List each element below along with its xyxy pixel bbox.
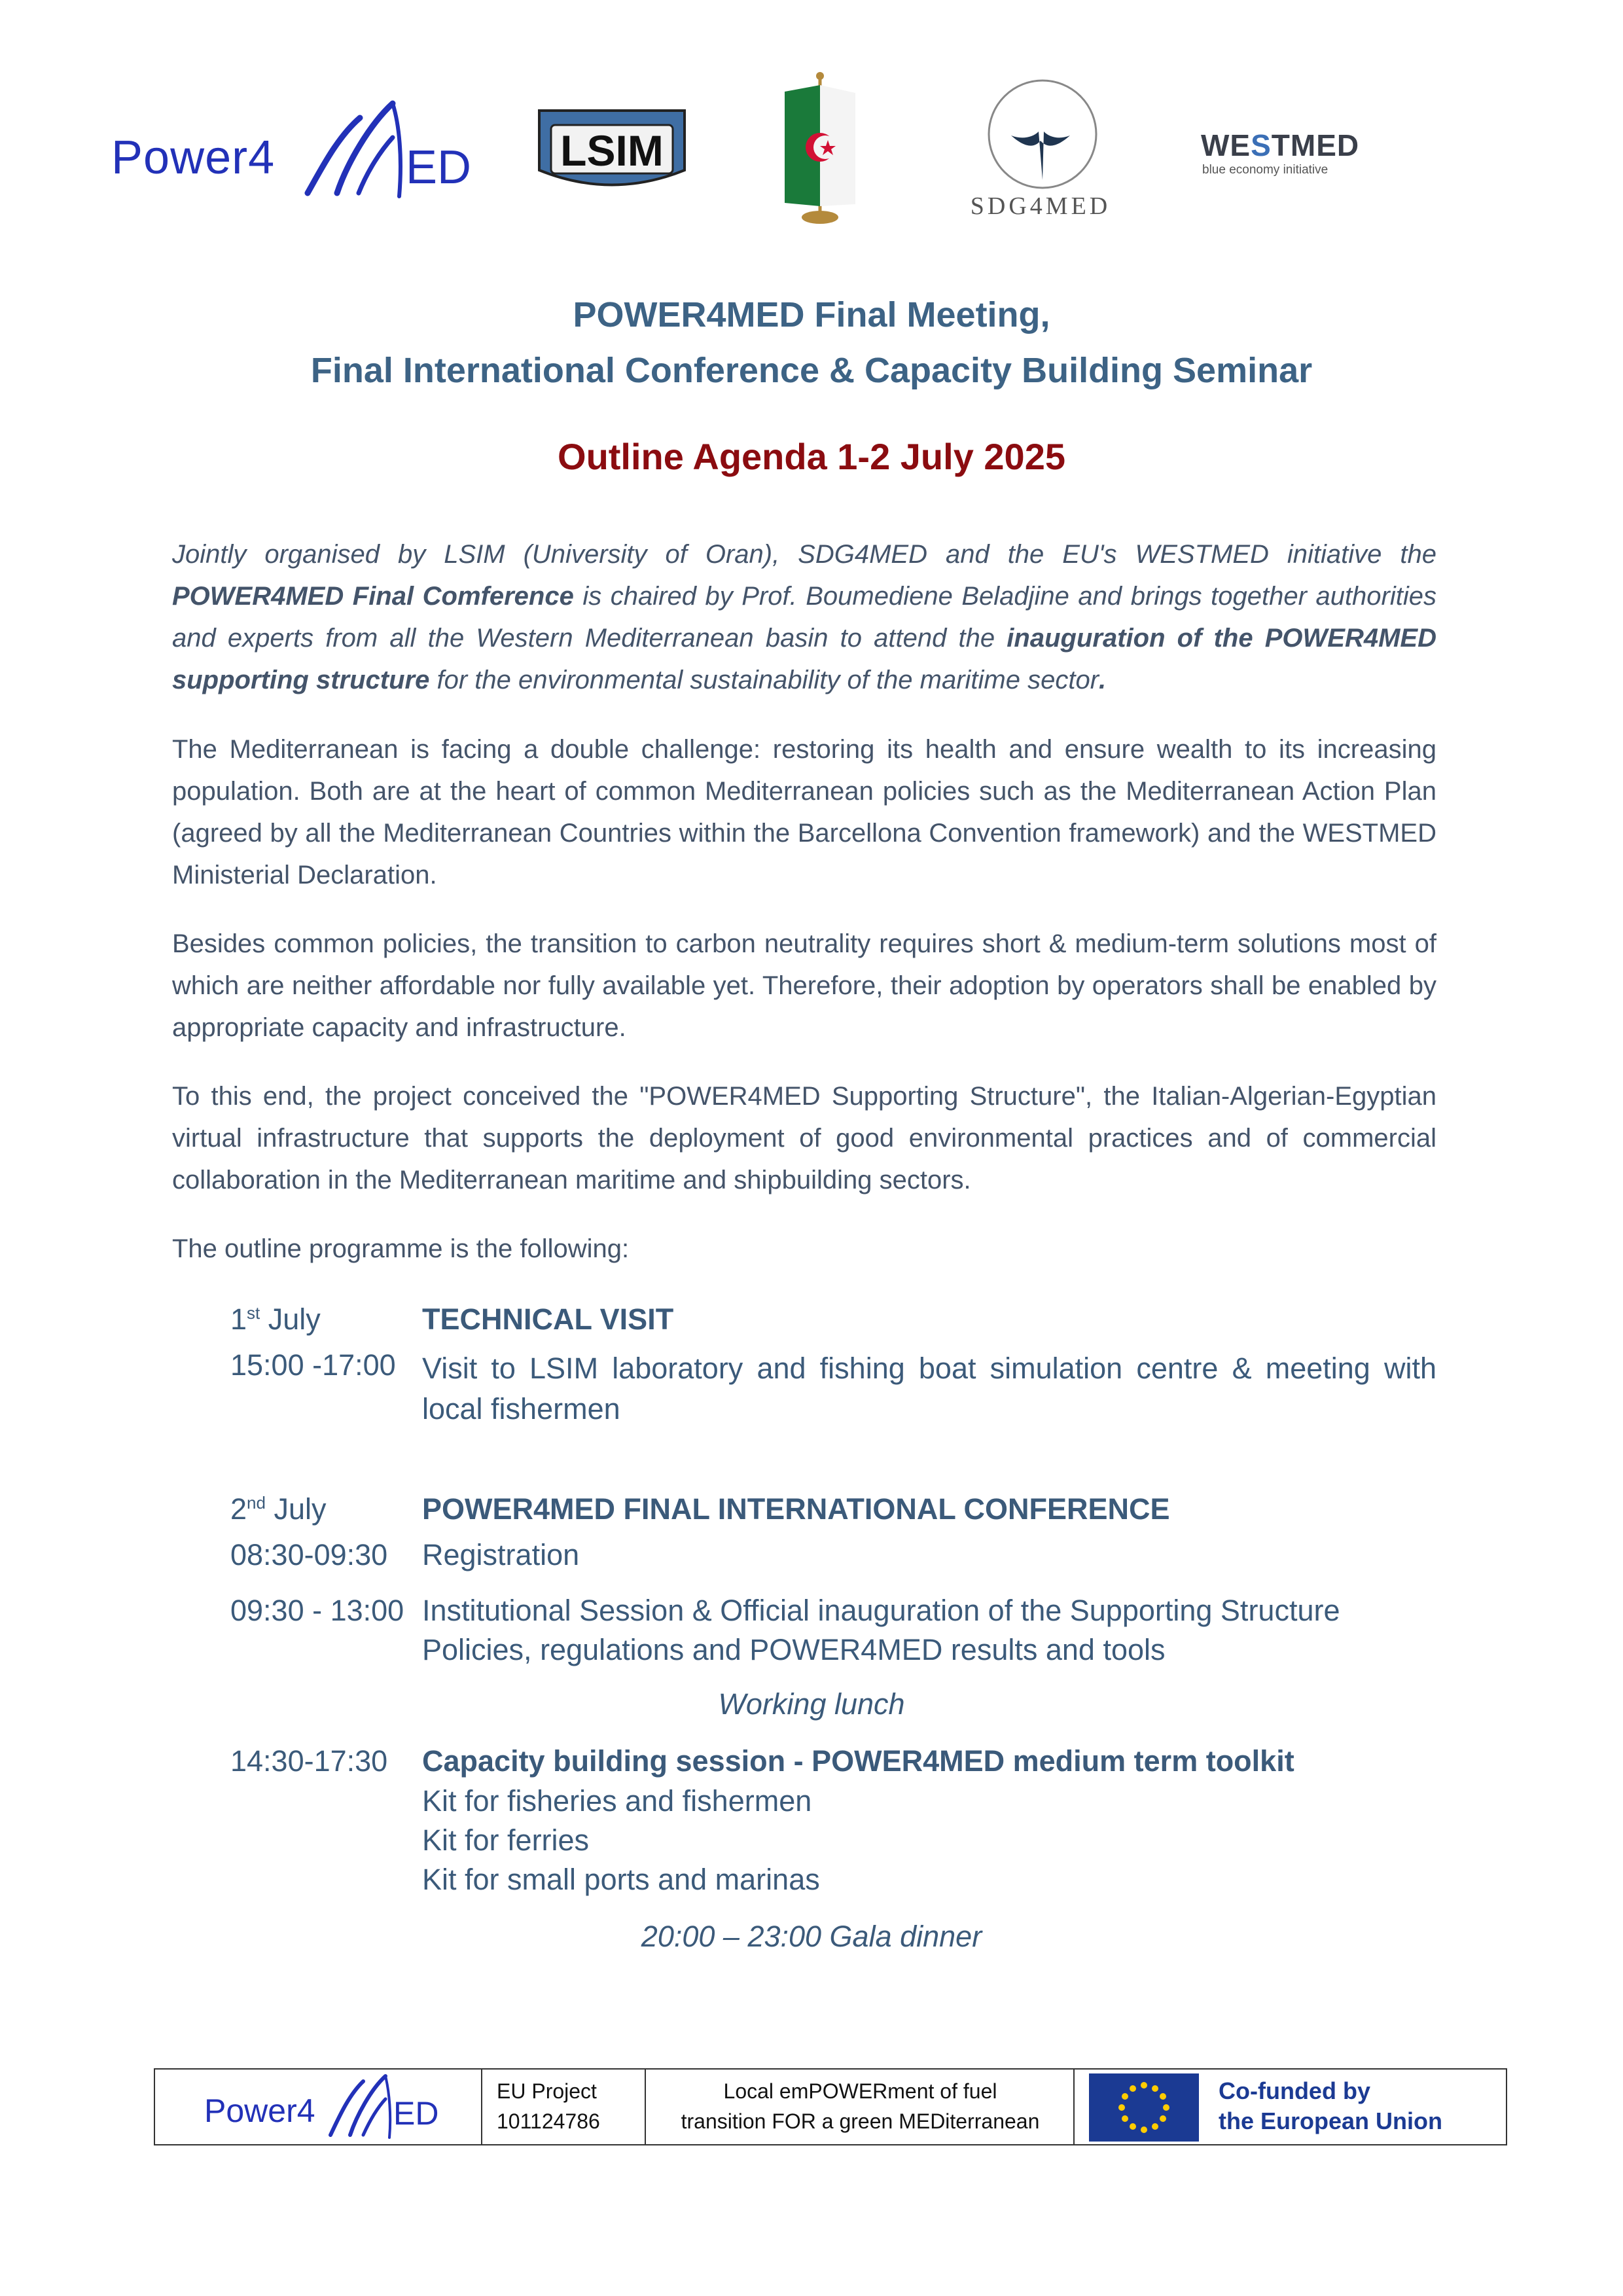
lsim-logo <box>537 108 687 196</box>
westmed-tagline: blue economy initiative <box>1202 163 1329 177</box>
power4med-m-icon <box>111 98 472 203</box>
intro-paragraph-3: Besides common policies, the transition to carbon neutrality requires short & medium-term solutions most of which are neither affordable nor fully available yet. Therefore, their adoption by operators shall be enabled by appropriate capacity and infrastructure. <box>172 929 1436 1042</box>
footer-table <box>154 2068 1507 2145</box>
document-title-line1: POWER4MED Final Meeting, <box>573 295 1050 334</box>
day1-time: 15:00 -17:00 <box>230 1348 396 1382</box>
institutional-session-time: 09:30 - 13:00 <box>230 1594 404 1627</box>
footer-logo-suffix: ED <box>393 2095 439 2132</box>
institutional-session-line2: Policies, regulations and POWER4MED results and tools <box>422 1633 1166 1666</box>
capacity-session-heading: Capacity building session - POWER4MED medium term toolkit <box>422 1744 1294 1778</box>
kit-item-ports: Kit for small ports and marinas <box>422 1863 820 1896</box>
eu-flag-icon <box>1089 2073 1199 2142</box>
algeria-flag-icon <box>782 72 861 226</box>
westmed-logo: WESTMED blue economy initiative <box>1201 128 1360 177</box>
capacity-session-time: 14:30-17:30 <box>230 1744 388 1778</box>
document-title-line2: Final International Conference & Capacity Building Seminar <box>310 351 1313 390</box>
day1-description: Visit to LSIM laboratory and fishing boat simulation centre & meeting with local fishermen <box>422 1352 1436 1426</box>
footer-eu-cell <box>1075 2070 1507 2144</box>
intro-paragraph-4: To this end, the project conceived the "POWER4MED Supporting Structure", the Italian-Algerian-Egyptian virtual infrastructure that supports the deployment of good environmental practices and of commercial collaboration in the Mediterranean maritime and shipbuilding sectors. <box>172 1082 1436 1194</box>
footer-project-number: 101124786 <box>497 2109 600 2133</box>
registration-label: Registration <box>422 1538 580 1571</box>
footer-project-line1: EU Project <box>497 2079 597 2103</box>
footer-description-line2: transition FOR a green MEDiterranean <box>681 2109 1040 2133</box>
eu-cofunded-label: Co-funded by the European Union <box>1219 2077 1442 2134</box>
power4med-logo <box>111 98 472 203</box>
day1-date: 1st July <box>230 1302 321 1336</box>
day2-heading: POWER4MED FINAL INTERNATIONAL CONFERENCE <box>422 1492 1170 1526</box>
lsim-logo-text: LSIM <box>560 126 664 175</box>
kit-item-fisheries: Kit for fisheries and fishermen <box>422 1784 812 1818</box>
power4med-logo-suffix: ED <box>406 141 472 194</box>
sdg4med-logo <box>965 75 1116 223</box>
footer-description-line1: Local emPOWERment of fuel <box>723 2079 997 2103</box>
footer-description-cell <box>646 2070 1075 2144</box>
kit-item-ferries: Kit for ferries <box>422 1823 590 1857</box>
intro-paragraph-2: The Mediterranean is facing a double challenge: restoring its health and ensure wealth to its increasing population. Both are at the heart of common Mediterranean policies such as the Mediterranean Action Plan (agreed by all the Mediterranean Countries within the Barcellona Convention framework) and the WESTMED Ministerial Declaration. <box>172 735 1436 889</box>
footer-logo-text: Power4 <box>204 2092 315 2129</box>
registration-time: 08:30-09:30 <box>230 1538 388 1571</box>
footer-project-cell <box>482 2070 646 2144</box>
footer-power4med-logo <box>155 2070 482 2144</box>
power4med-logo-text: Power4 <box>111 132 276 184</box>
day1-heading: TECHNICAL VISIT <box>422 1302 674 1336</box>
intro-paragraph-1: Jointly organised by LSIM (University of Oran), SDG4MED and the EU's WESTMED initiative the POWER4MED Final Comference is chaired by Prof. Boumediene Beladjine and brings together authorities and experts from all the Western Mediterranean basin to attend the inauguration of the POWER4MED supporting structure for the environmental sustainability of the maritime sector. <box>172 540 1437 694</box>
footer-logo-cell <box>155 2070 482 2144</box>
day2-date: 2nd July <box>230 1492 327 1526</box>
institutional-session-line1: Institutional Session & Official inauguration of the Supporting Structure <box>422 1594 1340 1627</box>
gala-dinner: 20:00 – 23:00 Gala dinner <box>641 1920 982 1953</box>
working-lunch: Working lunch <box>718 1687 905 1721</box>
intro-paragraph-5: The outline programme is the following: <box>172 1234 630 1263</box>
sdg4med-logo-text: SDG4MED <box>970 192 1111 220</box>
document-subtitle: Outline Agenda 1-2 July 2025 <box>558 436 1065 477</box>
